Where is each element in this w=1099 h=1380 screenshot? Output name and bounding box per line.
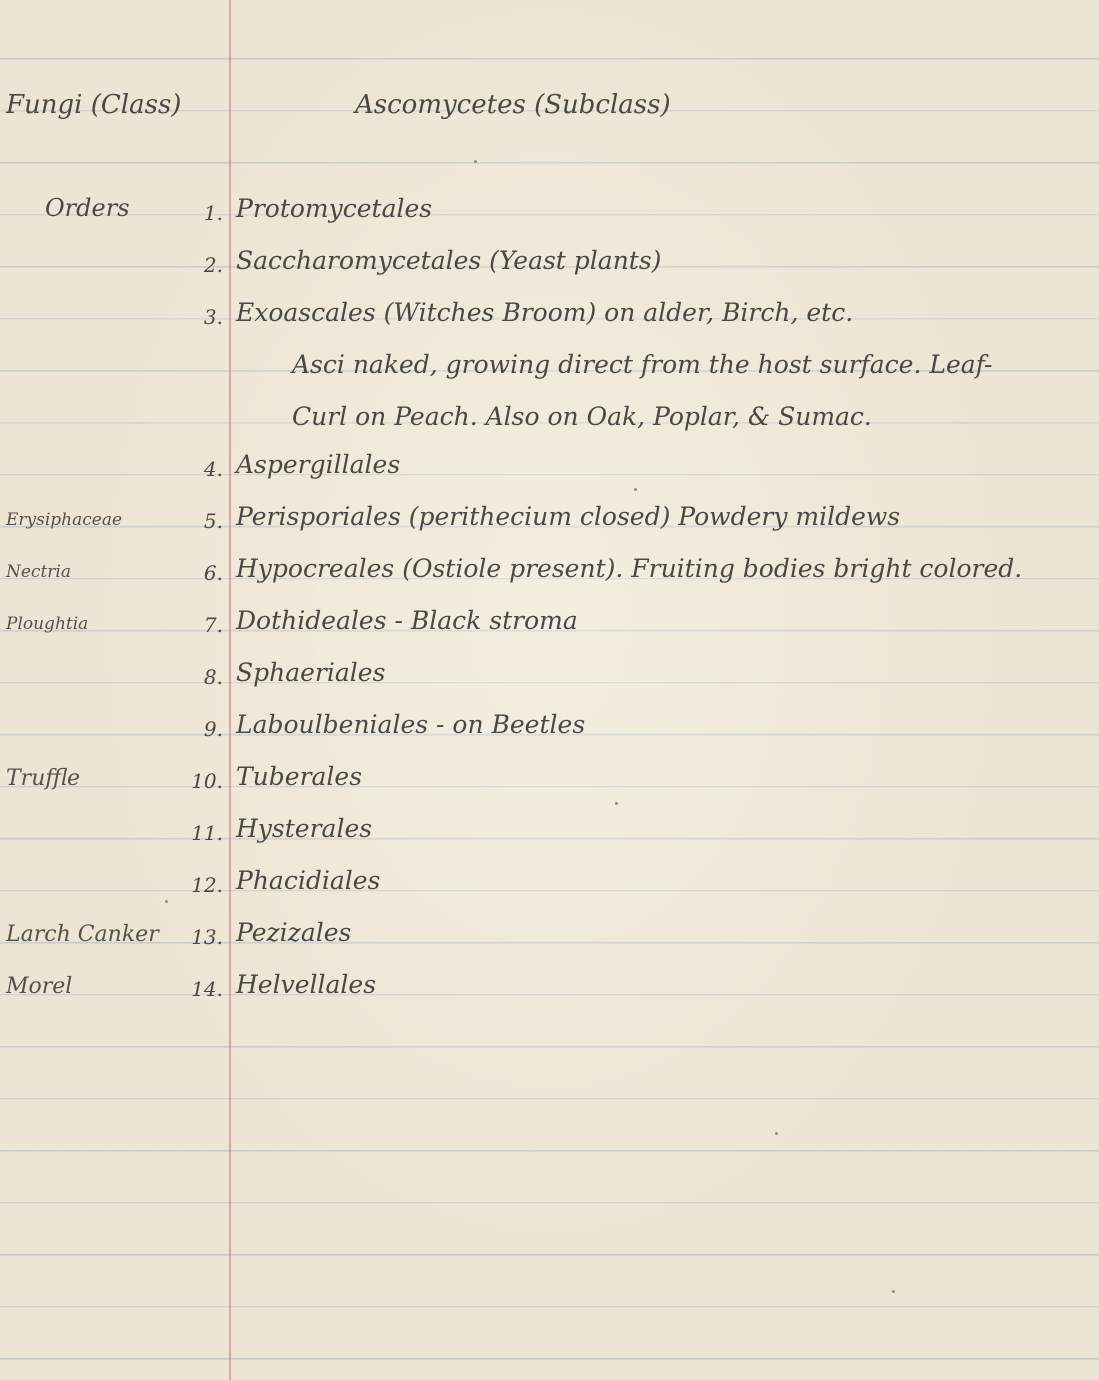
order-entry: Hysterales (236, 814, 373, 843)
order-entry: Helvellales (236, 970, 377, 999)
order-number: 11. (191, 821, 223, 845)
order-entry: Exoascales (Witches Broom) on alder, Birch, etc. (236, 298, 854, 327)
order-entry: Laboulbeniales - on Beetles (236, 710, 586, 739)
order-number: 5. (203, 509, 223, 533)
order-number: 3. (203, 305, 223, 329)
order-number: 12. (191, 873, 223, 897)
paper-speck (165, 900, 168, 903)
order-entry: Hypocreales (Ostiole present). Fruiting bodies bright colored. (236, 554, 1023, 583)
order-entry: Protomycetales (236, 194, 433, 223)
order-number: 9. (203, 717, 223, 741)
order-entry: Pezizales (236, 918, 352, 947)
orders-label: Orders (45, 194, 130, 222)
side-note: Ploughtia (6, 614, 89, 634)
order-entry: Saccharomycetales (Yeast plants) (236, 246, 662, 275)
order-number: 6. (203, 561, 223, 585)
class-heading: Fungi (Class) (6, 90, 182, 120)
paper-speck (892, 1290, 895, 1293)
subclass-heading: Ascomycetes (Subclass) (355, 90, 671, 120)
side-note: Erysiphaceae (6, 510, 123, 530)
order-number: 10. (191, 769, 223, 793)
side-note: Truffle (6, 766, 81, 791)
order-entry: Perisporiales (perithecium closed) Powdery mildews (236, 502, 901, 531)
order-entry: Aspergillales (236, 450, 401, 479)
order-entry: Tuberales (236, 762, 363, 791)
side-note: Larch Canker (6, 922, 159, 947)
paper-speck (474, 160, 477, 163)
order-number: 4. (203, 457, 223, 481)
order-entry: Phacidiales (236, 866, 381, 895)
order-number: 13. (191, 925, 223, 949)
order-entry: Sphaeriales (236, 658, 386, 687)
side-note: Morel (6, 974, 73, 999)
margin-line (229, 0, 231, 1380)
paper-speck (775, 1132, 778, 1135)
order-entry: Dothideales - Black stroma (236, 606, 578, 635)
order-note-line: Curl on Peach. Also on Oak, Poplar, & Sumac. (292, 402, 872, 431)
order-number: 2. (203, 253, 223, 277)
order-number: 14. (191, 977, 223, 1001)
side-note: Nectria (6, 562, 71, 582)
order-note-line: Asci naked, growing direct from the host surface. Leaf- (292, 350, 993, 379)
order-number: 8. (203, 665, 223, 689)
order-number: 7. (203, 613, 223, 637)
paper-speck (634, 488, 637, 491)
paper-speck (615, 802, 618, 805)
order-number: 1. (203, 201, 223, 225)
